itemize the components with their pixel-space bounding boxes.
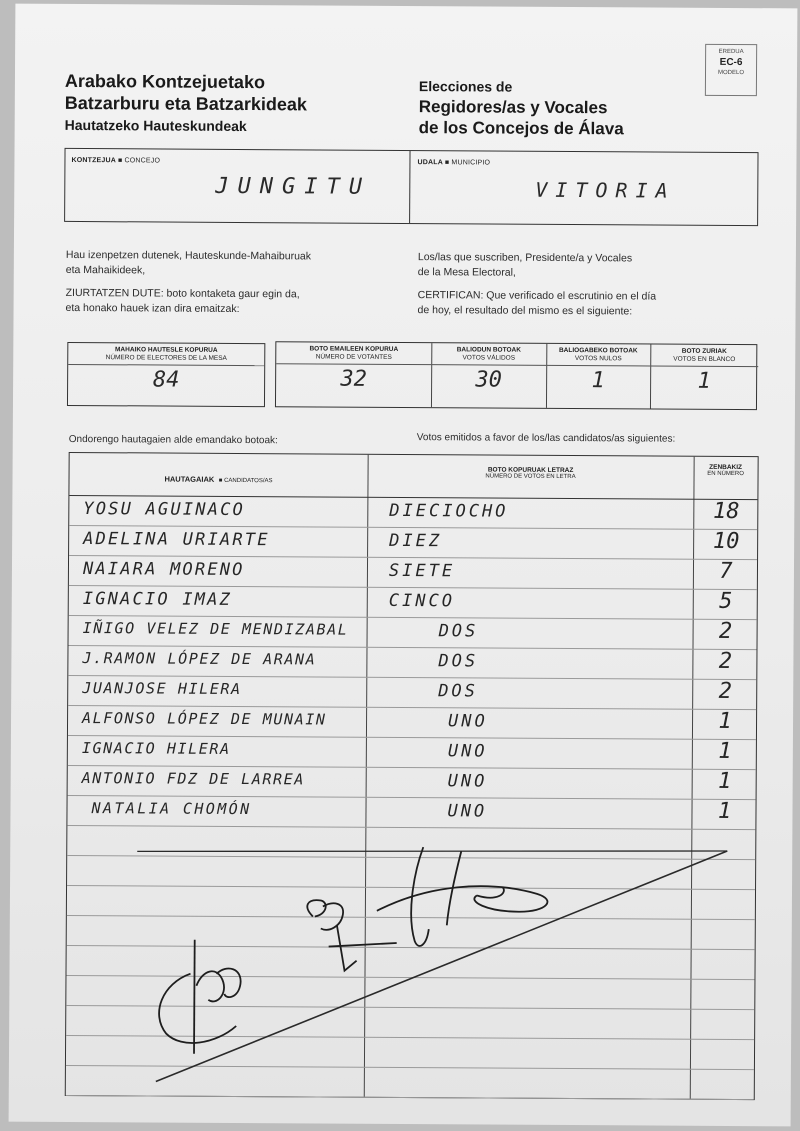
candidate-name: ALFONSO LÓPEZ DE MUNAIN bbox=[82, 709, 327, 729]
electores-value: 84 bbox=[152, 367, 180, 393]
votes-number: 2 bbox=[718, 618, 733, 645]
cancellation-top-line bbox=[137, 847, 727, 855]
cert-es-line2: de la Mesa Electoral, bbox=[417, 266, 516, 279]
votantes-header bbox=[276, 342, 431, 365]
candidate-name: J.RAMON LÓPEZ DE ARANA bbox=[82, 649, 317, 669]
votes-number: 1 bbox=[717, 768, 732, 795]
th-number-es: EN NÚMERO bbox=[707, 470, 744, 478]
concejo-label: KONTZEJUA ■ CONCEJO bbox=[71, 156, 161, 165]
votes-in-words: DOS bbox=[438, 651, 479, 672]
cert-eu-line2: eta Mahaikideek, bbox=[65, 263, 146, 277]
municipio-label-eu: UDALA bbox=[417, 159, 443, 167]
header-basque-line1: Arabako Kontzejuetako bbox=[64, 70, 266, 93]
municipio-label: UDALA ■ MUNICIPIO bbox=[417, 159, 491, 167]
candidate-name: NATALIA CHOMÓN bbox=[91, 799, 252, 819]
cancellation-line bbox=[156, 848, 727, 1085]
certification-spanish bbox=[418, 250, 758, 320]
votantes-value: 32 bbox=[340, 366, 367, 392]
votes-number: 18 bbox=[713, 498, 740, 525]
votes-number: 1 bbox=[718, 738, 732, 765]
votes-in-words: SIETE bbox=[388, 560, 456, 582]
nulos-label-eu: BALIOGABEKO BOTOAK bbox=[558, 346, 638, 355]
cert-eu-line4: eta honako hauek izan dira emaitzak: bbox=[65, 301, 240, 315]
municipio-label-es: MUNICIPIO bbox=[451, 159, 491, 167]
votes-number: 2 bbox=[718, 678, 732, 705]
votes-number: 5 bbox=[719, 588, 733, 615]
cert-es-line3: CERTIFICAN: Que verificado el escrutinio en el día bbox=[417, 289, 657, 303]
votantes-cell bbox=[276, 342, 431, 409]
votes-number: 7 bbox=[719, 558, 733, 585]
cert-es-line1: Los/las que suscriben, Presidente/a y Vocales bbox=[417, 251, 633, 265]
signature-president bbox=[159, 940, 241, 1054]
header-basque bbox=[65, 70, 405, 138]
location-divider bbox=[409, 151, 410, 223]
votes-number: 10 bbox=[712, 528, 740, 555]
votes-in-words: UNO bbox=[447, 711, 488, 732]
blanco-value: 1 bbox=[697, 368, 711, 394]
votes-number: 1 bbox=[718, 708, 732, 735]
candidates-intro-eu: Ondorengo hautagaien alde emandako botoak: bbox=[68, 433, 278, 447]
concejo-label-es: CONCEJO bbox=[124, 157, 161, 165]
model-label-eu: EREDUA bbox=[718, 48, 744, 56]
cert-eu-line3: ZIURTATZEN DUTE: boto kontaketa gaur egin da, bbox=[65, 286, 300, 301]
votes-in-words: DIECIOCHO bbox=[389, 500, 509, 522]
votes-in-words: UNO bbox=[447, 741, 488, 762]
electores-label-eu: MAHAIKO HAUTESLE KOPURUA bbox=[115, 346, 218, 354]
municipio-value: VITORIA bbox=[535, 177, 676, 203]
ballot-form-sheet bbox=[9, 4, 798, 1127]
votes-in-words: UNO bbox=[447, 801, 488, 822]
blanco-header bbox=[650, 345, 758, 368]
header-spanish-line3: de los Concejos de Álava bbox=[418, 118, 624, 139]
cert-es-line4: de hoy, el resultado del mismo es el siguiente: bbox=[417, 304, 633, 318]
th-candidates-es: CANDIDATOS/AS bbox=[224, 477, 273, 485]
nulos-label-es: VOTOS NULOS bbox=[574, 355, 622, 363]
header-spanish-line2: Regidores/as y Vocales bbox=[418, 97, 608, 118]
model-code-box bbox=[705, 44, 757, 96]
concejo-value: JUNGITU bbox=[215, 173, 372, 200]
nulos-header bbox=[546, 344, 650, 367]
validos-label-es: VOTOS VÁLIDOS bbox=[462, 354, 516, 362]
th-candidates: HAUTAGAIAK ■ CANDIDATOS/AS bbox=[164, 474, 273, 485]
candidate-name: YOSU AGUINACO bbox=[83, 499, 246, 521]
votes-in-words: DIEZ bbox=[389, 530, 443, 552]
header-spanish bbox=[419, 76, 739, 140]
candidates-intro-es: Votos emitidos a favor de los/las candidatos/as siguientes: bbox=[416, 432, 676, 445]
validos-cell bbox=[431, 343, 546, 410]
candidate-name: IGNACIO IMAZ bbox=[82, 589, 233, 610]
votes-number: 1 bbox=[717, 798, 732, 825]
votes-in-words: DOS bbox=[438, 681, 479, 702]
votantes-label-es: NÚMERO DE VOTANTES bbox=[315, 353, 392, 361]
nulos-cell bbox=[546, 344, 650, 411]
model-label-es: MODELO bbox=[717, 69, 745, 77]
location-box bbox=[64, 148, 758, 226]
blanco-label-eu: BOTO ZURIAK bbox=[681, 347, 727, 355]
validos-header bbox=[431, 343, 546, 366]
votes-in-words: DOS bbox=[438, 621, 479, 642]
candidates-table bbox=[65, 452, 759, 1100]
candidate-name: ANTONIO FDZ DE LARREA bbox=[81, 769, 305, 789]
cert-eu-line1: Hau izenpetzen dutenek, Hauteskunde-Mahaiburuak bbox=[65, 248, 312, 263]
header-basque-line2: Batzarburu eta Batzarkideak bbox=[64, 92, 307, 115]
th-number-eu: ZENBAKIZ bbox=[709, 463, 743, 472]
th-words-eu: BOTO KOPURUAK LETRAZ bbox=[487, 466, 574, 475]
candidate-name: IGNACIO HILERA bbox=[81, 739, 231, 758]
blanco-cell bbox=[650, 345, 758, 412]
header-spanish-line1: Elecciones de bbox=[418, 78, 513, 95]
th-words-es: NÚMERO DE VOTOS EN LETRA bbox=[485, 473, 576, 481]
concejo-label-eu: KONTZEJUA bbox=[71, 156, 116, 165]
votantes-label-eu: BOTO EMAILEEN KOPURUA bbox=[309, 345, 399, 353]
blanco-label-es: VOTOS EN BLANCO bbox=[673, 355, 736, 364]
signature-vocal-2 bbox=[377, 847, 548, 947]
electores-label-es: NÚMERO DE ELECTORES DE LA MESA bbox=[105, 354, 227, 362]
signature-vocal-1 bbox=[307, 900, 397, 971]
model-code: EC-6 bbox=[719, 56, 743, 69]
validos-value: 30 bbox=[475, 367, 502, 393]
electores-box bbox=[67, 342, 265, 407]
nulos-value: 1 bbox=[591, 368, 605, 394]
certification-basque bbox=[66, 248, 396, 318]
candidate-name: JUANJOSE HILERA bbox=[82, 679, 242, 699]
header-basque-line3: Hautatzeko Hauteskundeak bbox=[64, 116, 247, 135]
votes-in-words: UNO bbox=[447, 771, 488, 792]
th-candidates-eu: HAUTAGAIAK bbox=[164, 474, 215, 484]
validos-label-eu: BALIODUN BOTOAK bbox=[456, 346, 521, 354]
votes-number: 2 bbox=[718, 648, 733, 675]
candidate-name: ADELINA URIARTE bbox=[83, 529, 270, 551]
votes-summary-box bbox=[275, 341, 757, 410]
signatures-overlay bbox=[66, 453, 760, 1101]
electores-header bbox=[68, 343, 264, 366]
candidate-name: NAIARA MORENO bbox=[82, 559, 245, 581]
votes-in-words: CINCO bbox=[388, 590, 456, 612]
candidate-name: IÑIGO VELEZ DE MENDIZABAL bbox=[82, 619, 349, 639]
